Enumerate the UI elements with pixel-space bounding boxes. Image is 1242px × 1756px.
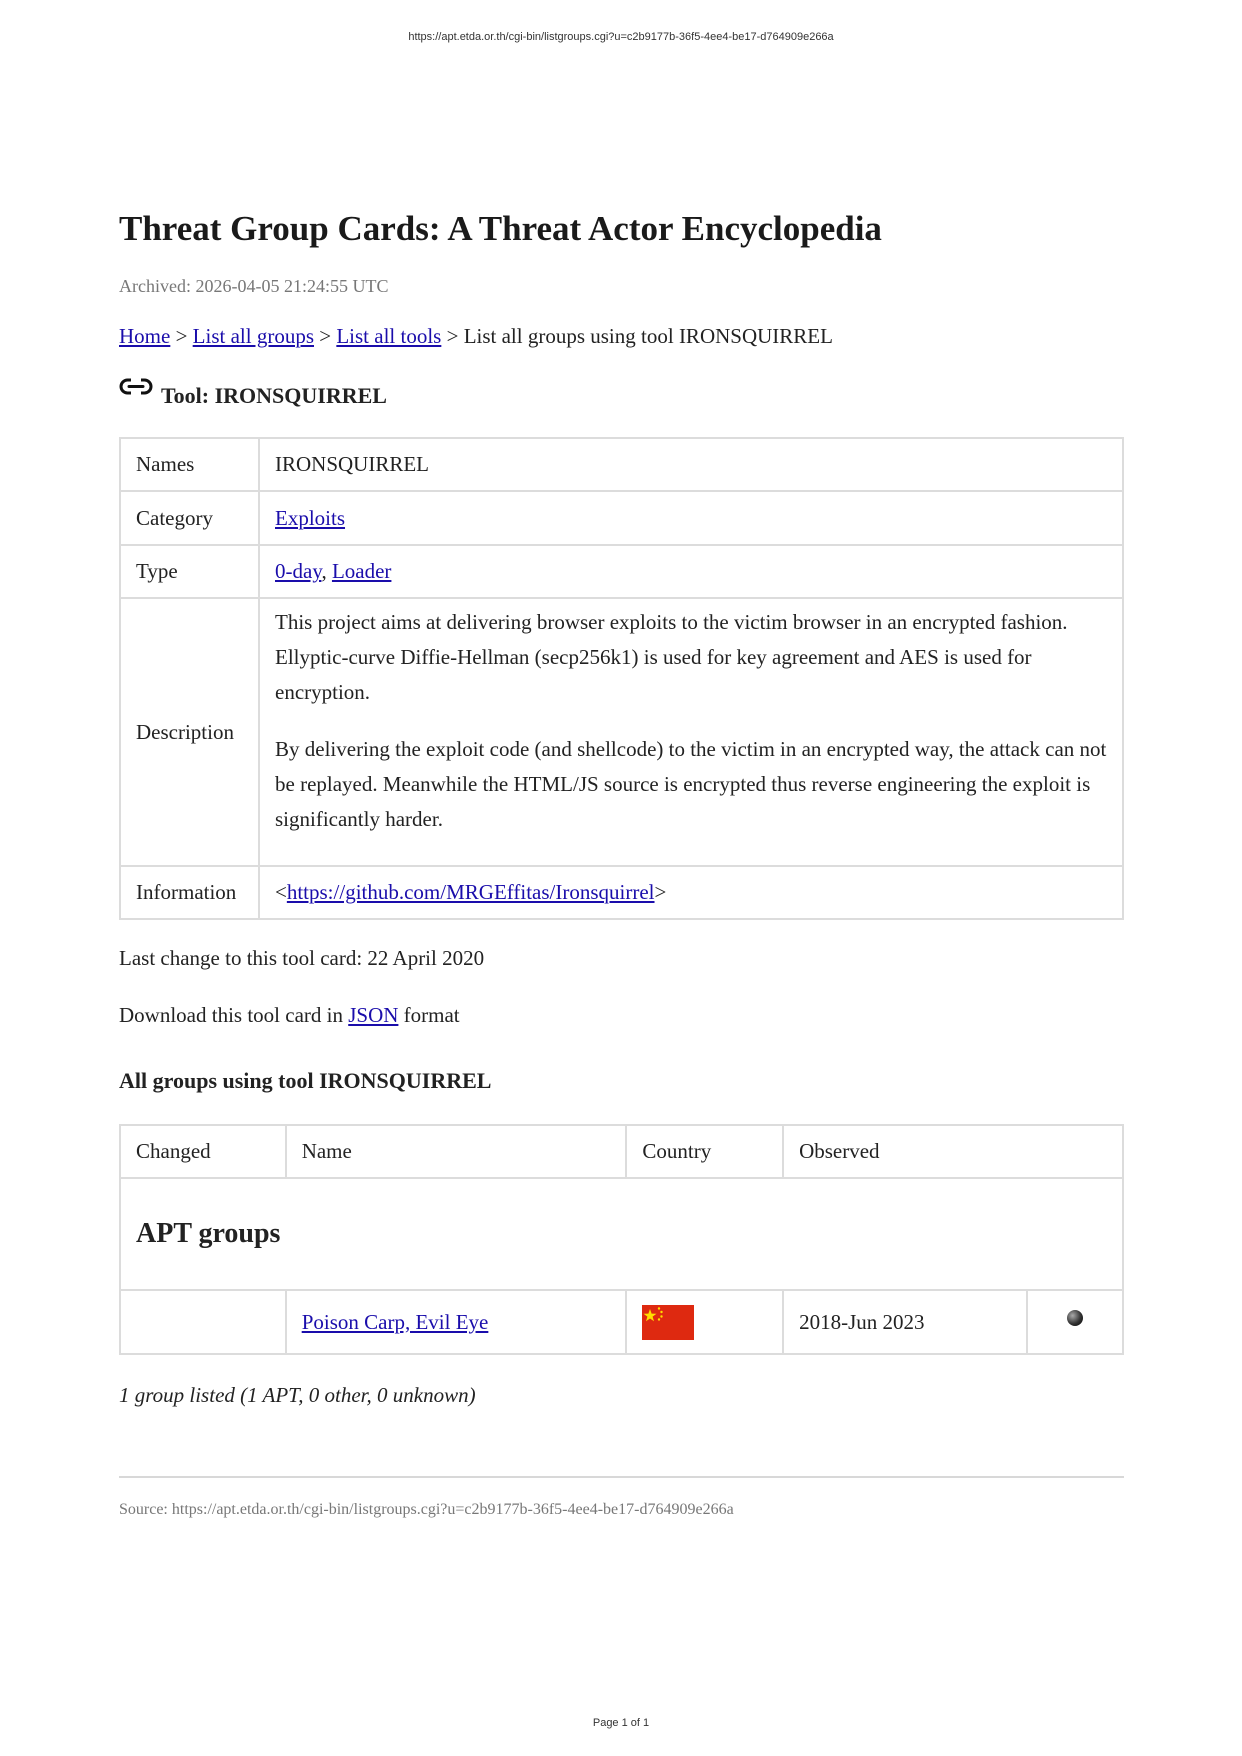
column-header-name: Name (286, 1125, 627, 1178)
tool-row-information (120, 866, 1123, 919)
group-name-cell (286, 1290, 627, 1354)
source-url: Source: https://apt.etda.or.th/cgi-bin/listgroups.cgi?u=c2b9177b-36f5-4ee4-be17-d764909e266a (119, 1501, 734, 1518)
type-separator: , (321, 559, 327, 583)
last-change-text: Last change to this tool card: 22 April 2020 (119, 946, 485, 970)
information-label: Information (120, 866, 259, 919)
breadcrumb (119, 324, 1124, 349)
groups-summary: 1 group listed (1 APT, 0 other, 0 unknown) (119, 1383, 476, 1407)
tool-row-names (120, 438, 1123, 491)
information-open-bracket: < (275, 880, 287, 904)
type-label: Type (120, 545, 259, 598)
print-footer-page-number: Page 1 of 1 (592, 1717, 650, 1729)
information-cell (259, 866, 1123, 919)
description-paragraph: This project aims at delivering browser exploits to the victim browser in an encrypted fashion. Ellyptic-curve Diffie-Hellman (secp256k1) is used for key agreement and AES is used for encryption. (275, 610, 1068, 704)
link-icon (119, 377, 153, 397)
print-header-url: https://apt.etda.or.th/cgi-bin/listgroups.cgi?u=c2b9177b-36f5-4ee4-be17-d764909e266a (408, 31, 834, 43)
description-label: Description (120, 598, 259, 866)
download-json-link[interactable]: JSON (348, 1003, 399, 1027)
type-loader-link[interactable]: Loader (331, 559, 392, 583)
names-value: IRONSQUIRREL (259, 438, 1123, 491)
information-github-link[interactable]: https://github.com/MRGEffitas/Ironsquirrel (286, 880, 655, 904)
breadcrumb-current: List all groups using tool IRONSQUIRREL (463, 324, 833, 348)
group-status-cell (1027, 1290, 1123, 1354)
footer-divider (119, 1476, 1124, 1478)
column-header-country: Country (626, 1125, 783, 1178)
download-suffix: format (403, 1003, 460, 1027)
description-cell (259, 598, 1123, 866)
group-country-cell (626, 1290, 783, 1354)
groups-heading: All groups using tool IRONSQUIRREL (119, 1068, 492, 1093)
download-prefix: Download this tool card in (119, 1003, 343, 1027)
breadcrumb-separator: > (175, 324, 188, 348)
groups-table (119, 1124, 1124, 1355)
download-line (119, 1003, 1124, 1028)
breadcrumb-separator: > (446, 324, 459, 348)
tool-card-table (119, 437, 1124, 920)
group-name-link[interactable]: Poison Carp, Evil Eye (301, 1309, 489, 1334)
table-row (120, 1290, 1123, 1354)
tool-row-type (120, 545, 1123, 598)
breadcrumb-separator: > (319, 324, 332, 348)
type-0day-link[interactable]: 0-day (275, 559, 322, 583)
black-dot-icon (1067, 1310, 1083, 1326)
tool-heading-text: Tool: IRONSQUIRREL (161, 383, 387, 408)
apt-section-row (120, 1178, 1123, 1290)
type-cell (259, 545, 1123, 598)
breadcrumb-list-tools-link[interactable]: List all tools (336, 324, 442, 348)
names-label: Names (120, 438, 259, 491)
description-paragraph: By delivering the exploit code (and shellcode) to the victim in an encrypted way, the attack can not be replayed. Meanwhile the HTML/JS source is encrypted thus reverse engineering the exploit is significantly harder. (275, 737, 1107, 831)
tool-row-description (120, 598, 1123, 866)
groups-header-row (120, 1125, 1123, 1178)
group-observed-cell: 2018-Jun 2023 (783, 1290, 1027, 1354)
information-close-bracket: > (654, 880, 667, 904)
group-changed-cell (120, 1290, 286, 1354)
column-header-observed: Observed (783, 1125, 1123, 1178)
tool-row-category (120, 491, 1123, 545)
china-flag-icon (642, 1305, 694, 1340)
category-exploits-link[interactable]: Exploits (275, 505, 346, 530)
breadcrumb-list-groups-link[interactable]: List all groups (192, 324, 314, 348)
apt-groups-section-label: APT groups (120, 1178, 1123, 1290)
archived-timestamp: Archived: 2026-04-05 21:24:55 UTC (119, 276, 389, 296)
category-label: Category (120, 491, 259, 545)
tool-heading (119, 383, 1124, 409)
page-title: Threat Group Cards: A Threat Actor Encyclopedia (119, 209, 882, 248)
main-content (119, 208, 1124, 1519)
column-header-changed: Changed (120, 1125, 286, 1178)
breadcrumb-home-link[interactable]: Home (119, 324, 171, 348)
category-cell (259, 491, 1123, 545)
